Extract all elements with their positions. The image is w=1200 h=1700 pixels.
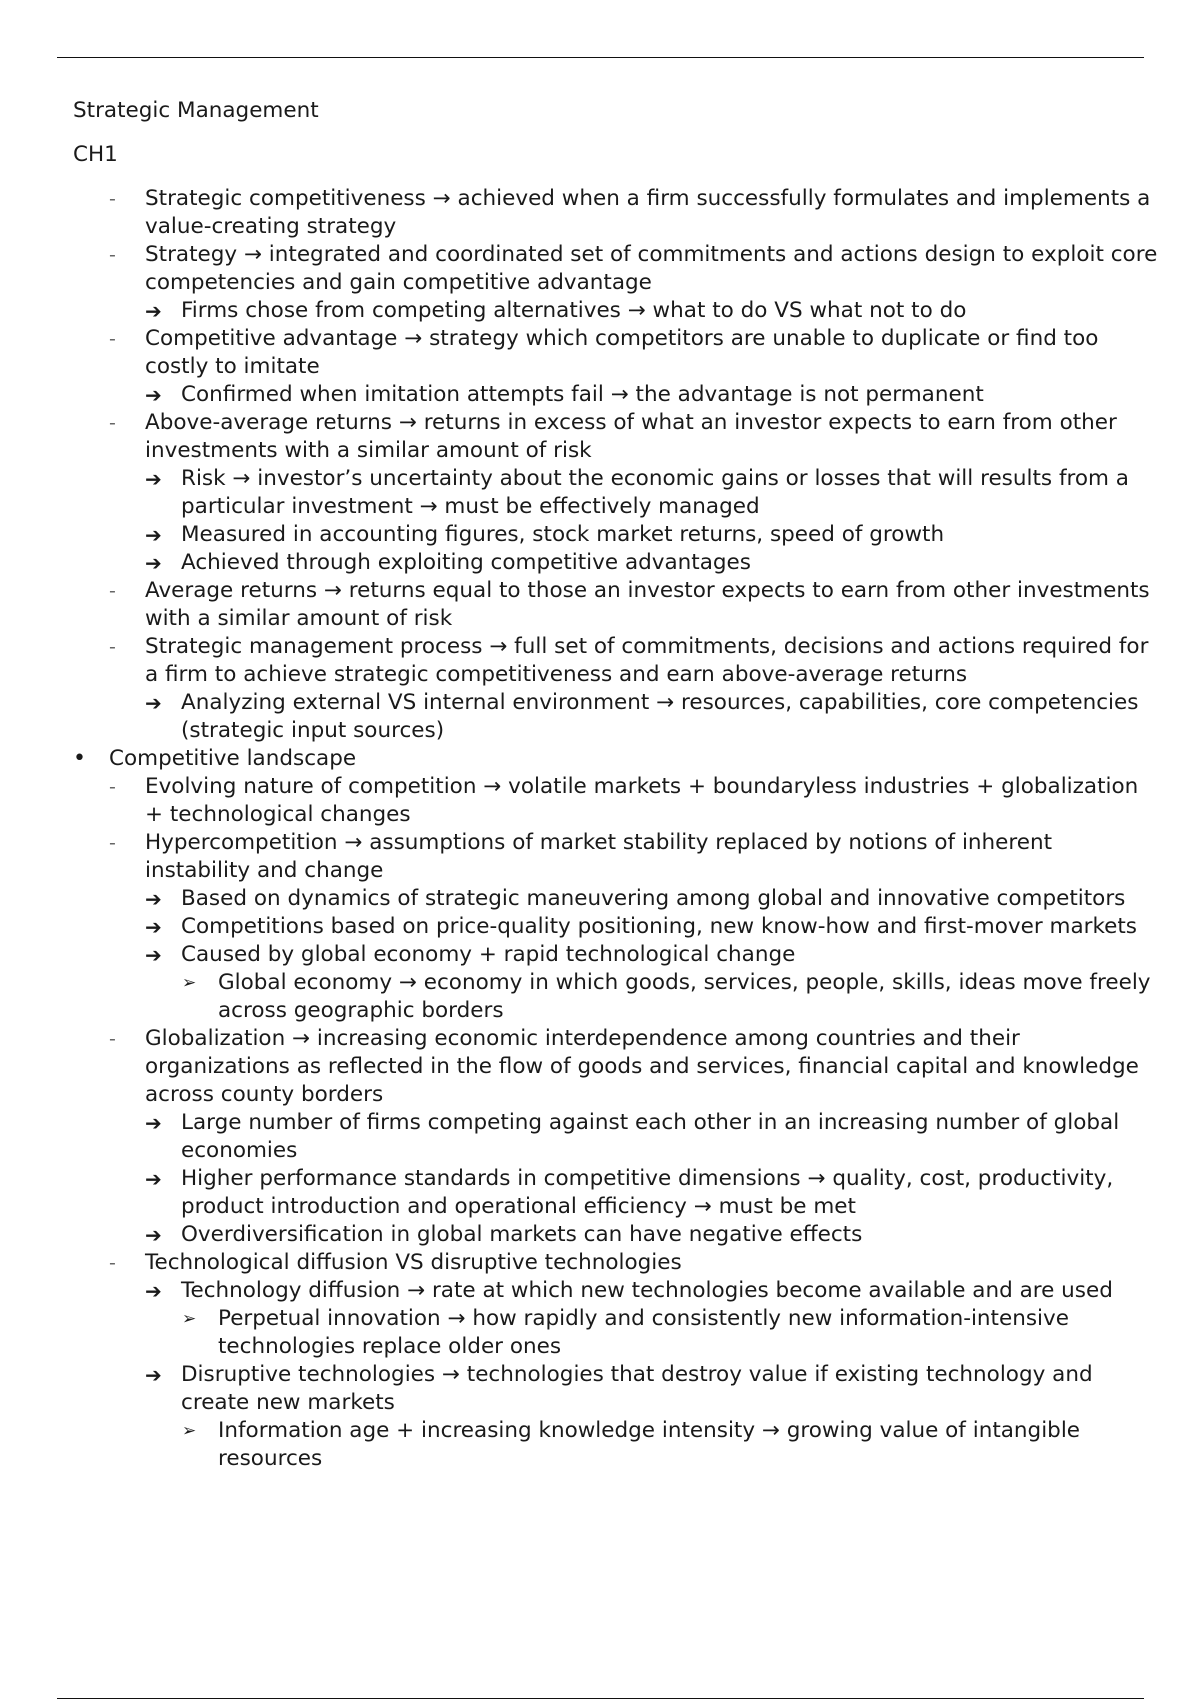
outline-item-text: Hypercompetition → assumptions of market stability replaced by notions of inherent instability and change — [145, 830, 1053, 883]
outline-item-text: Risk → investor’s uncertainty about the economic gains or losses that will results from a particular investment → must be effectively managed — [181, 466, 1129, 519]
outline-item-text: Perpetual innovation → how rapidly and consistently new information-intensive technologies replace older ones — [218, 1306, 1069, 1359]
outline-item-level-1 — [73, 241, 1163, 297]
arrow-icon: ➔ — [145, 1167, 162, 1191]
outline-item-text: Based on dynamics of strategic maneuvering among global and innovative competitors — [181, 886, 1126, 911]
outline-item-level-1 — [73, 1249, 1163, 1277]
arrowhead-icon: ➢ — [182, 1421, 197, 1441]
dash-icon: - — [109, 832, 116, 854]
arrow-icon: ➔ — [145, 551, 162, 575]
arrow-icon: ➔ — [145, 383, 162, 407]
arrow-icon: ➔ — [145, 1223, 162, 1247]
outline-item-level-2 — [73, 1165, 1163, 1221]
arrow-icon: ➔ — [145, 299, 162, 323]
arrow-icon: ➔ — [145, 943, 162, 967]
outline-item-level-2 — [73, 521, 1163, 549]
dash-icon: - — [109, 1252, 116, 1274]
outline-item-text: Information age + increasing knowledge intensity → growing value of intangible resources — [218, 1418, 1081, 1471]
dash-icon: - — [109, 776, 116, 798]
dash-icon: - — [109, 1028, 116, 1050]
arrow-icon: ➔ — [145, 1111, 162, 1135]
header-rule — [57, 57, 1144, 58]
dash-icon: - — [109, 188, 116, 210]
bullet-icon: • — [73, 746, 86, 771]
outline-item-text: Achieved through exploiting competitive advantages — [181, 550, 751, 575]
outline-item-level-2 — [73, 941, 1163, 969]
outline-item-text: Strategy → integrated and coordinated set of commitments and actions design to exploit core competencies and gain competitive advantage — [145, 242, 1158, 295]
outline-item-level-3 — [73, 1417, 1163, 1473]
outline-item-level-1 — [73, 325, 1163, 381]
footer-rule — [57, 1698, 1144, 1699]
outline-item-level-2 — [73, 549, 1163, 577]
outline-item-level-1 — [73, 773, 1163, 829]
dash-icon: - — [109, 244, 116, 266]
outline-item-level-2 — [73, 1277, 1163, 1305]
arrow-icon: ➔ — [145, 691, 162, 715]
outline-item-level-1 — [73, 577, 1163, 633]
arrow-icon: ➔ — [145, 1279, 162, 1303]
outline-item-text: Competitive advantage → strategy which competitors are unable to duplicate or find too costly to imitate — [145, 326, 1099, 379]
outline-item-level-1 — [73, 409, 1163, 465]
outline-item-level-2 — [73, 297, 1163, 325]
outline-item-level-2 — [73, 465, 1163, 521]
outline-item-text: Large number of firms competing against each other in an increasing number of global economies — [181, 1110, 1120, 1163]
arrowhead-icon: ➢ — [182, 973, 197, 993]
outline-item-text: Overdiversification in global markets can have negative effects — [181, 1222, 863, 1247]
document-body — [73, 97, 1163, 1473]
outline-item-level-1 — [73, 1025, 1163, 1109]
outline-item-text: Above-average returns → returns in excess of what an investor expects to earn from other investments with a similar amount of risk — [145, 410, 1117, 463]
outline-list — [73, 185, 1163, 1473]
outline-item-text: Technological diffusion VS disruptive technologies — [145, 1250, 682, 1275]
arrow-icon: ➔ — [145, 1363, 162, 1387]
outline-item-text: Globalization → increasing economic interdependence among countries and their organizations as reflected in the flow of goods and services, financial capital and knowledge across county borders — [145, 1026, 1139, 1107]
outline-item-level-3 — [73, 969, 1163, 1025]
outline-item-level-2 — [73, 913, 1163, 941]
outline-item-text: Higher performance standards in competitive dimensions → quality, cost, productivity, product introduction and operational efficiency → must be met — [181, 1166, 1114, 1219]
outline-item-text: Caused by global economy + rapid technological change — [181, 942, 796, 967]
outline-item-level-2 — [73, 381, 1163, 409]
outline-item-text: Average returns → returns equal to those an investor expects to earn from other investments with a similar amount of risk — [145, 578, 1150, 631]
dash-icon: - — [109, 636, 116, 658]
outline-item-level-2 — [73, 1109, 1163, 1165]
outline-item-level-1 — [73, 829, 1163, 885]
arrow-icon: ➔ — [145, 523, 162, 547]
dash-icon: - — [109, 412, 116, 434]
arrow-icon: ➔ — [145, 467, 162, 491]
outline-item-text: Analyzing external VS internal environment → resources, capabilities, core competencies (strategic input sources) — [181, 690, 1139, 743]
outline-item-level-2 — [73, 689, 1163, 745]
outline-item-text: Competitions based on price-quality positioning, new know-how and first-mover markets — [181, 914, 1138, 939]
outline-item-level-0 — [73, 745, 1163, 773]
outline-item-text: Global economy → economy in which goods, services, people, skills, ideas move freely across geographic borders — [218, 970, 1151, 1023]
outline-item-level-2 — [73, 1221, 1163, 1249]
outline-item-text: Disruptive technologies → technologies that destroy value if existing technology and create new markets — [181, 1362, 1093, 1415]
outline-item-text: Strategic competitiveness → achieved when a firm successfully formulates and implements a value-creating strategy — [145, 186, 1151, 239]
outline-item-level-1 — [73, 185, 1163, 241]
outline-item-text: Competitive landscape — [109, 746, 357, 771]
outline-item-text: Confirmed when imitation attempts fail → the advantage is not permanent — [181, 382, 984, 407]
outline-item-text: Measured in accounting figures, stock market returns, speed of growth — [181, 522, 945, 547]
outline-item-level-2 — [73, 1361, 1163, 1417]
outline-item-text: Firms chose from competing alternatives → what to do VS what not to do — [181, 298, 967, 323]
arrow-icon: ➔ — [145, 887, 162, 911]
outline-item-text: Strategic management process → full set of commitments, decisions and actions required for a firm to achieve strategic competitiveness and earn above-average returns — [145, 634, 1149, 687]
outline-item-text: Evolving nature of competition → volatile markets + boundaryless industries + globalization + technological changes — [145, 774, 1139, 827]
outline-item-level-3 — [73, 1305, 1163, 1361]
arrowhead-icon: ➢ — [182, 1309, 197, 1329]
dash-icon: - — [109, 328, 116, 350]
dash-icon: - — [109, 580, 116, 602]
outline-item-level-2 — [73, 885, 1163, 913]
chapter-heading: CH1 — [73, 142, 118, 167]
arrow-icon: ➔ — [145, 915, 162, 939]
document-title: Strategic Management — [73, 98, 319, 123]
outline-item-text: Technology diffusion → rate at which new technologies become available and are used — [181, 1278, 1113, 1303]
outline-item-level-1 — [73, 633, 1163, 689]
